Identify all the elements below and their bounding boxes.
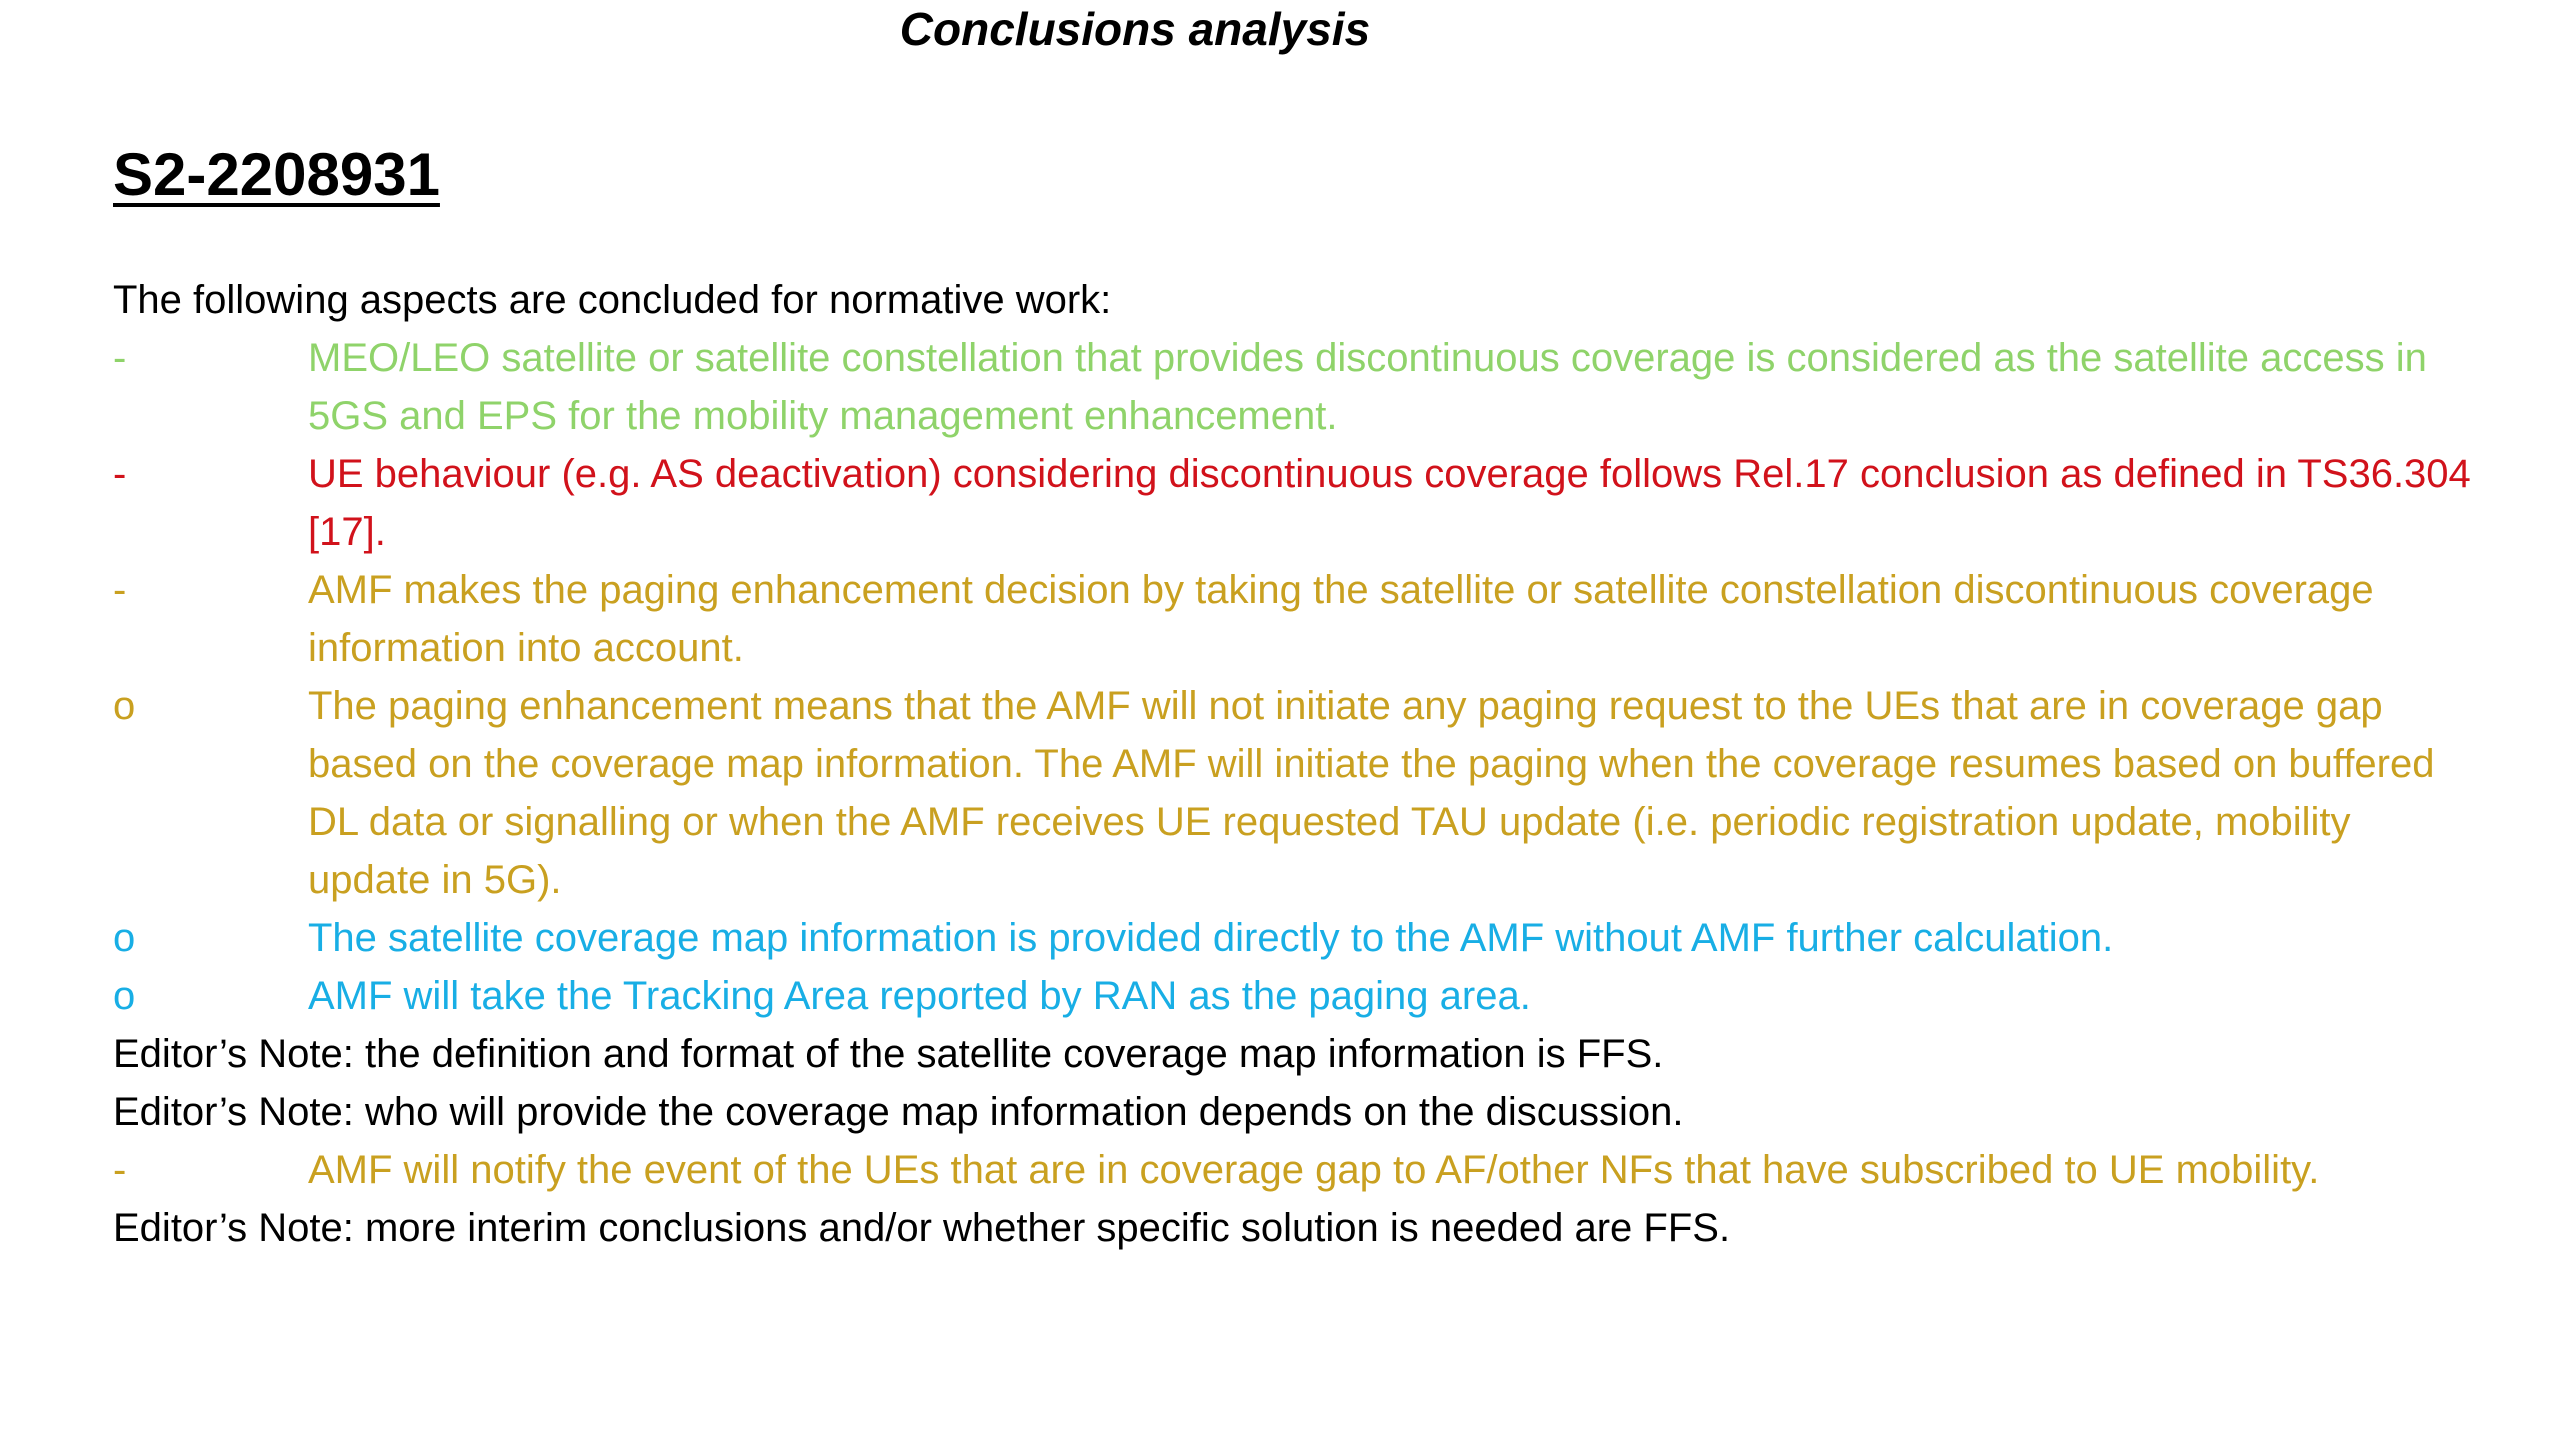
conclusion-text: The paging enhancement means that the AMF will not initiate any paging request to the UEs that are in coverage gap based on the coverage map information. The AMF will initiate the paging when the coverage resumes based on buffered DL data or signalling or when the AMF receives UE requested TAU update (i.e. periodic registration update, mobility update in 5G). <box>308 684 2435 902</box>
slide-title: Conclusions analysis <box>899 3 1371 55</box>
conclusion-subitem <box>113 967 2473 1025</box>
conclusions-body <box>113 271 2473 1257</box>
bullet-marker: o <box>113 916 136 960</box>
conclusion-subitem <box>113 677 2473 909</box>
conclusion-text: AMF will take the Tracking Area reported by RAN as the paging area. <box>308 974 1531 1018</box>
conclusion-text: UE behaviour (e.g. AS deactivation) considering discontinuous coverage follows Rel.17 conclusion as defined in TS36.304 [17]. <box>308 452 2471 554</box>
editors-note: Editor’s Note: who will provide the coverage map information depends on the discussion. <box>113 1090 1684 1134</box>
conclusion-item <box>113 1141 2473 1199</box>
conclusion-item <box>113 561 2473 677</box>
bullet-marker: - <box>113 336 127 380</box>
editors-note: Editor’s Note: the definition and format of the satellite coverage map information is FFS. <box>113 1032 1664 1076</box>
conclusion-text: AMF makes the paging enhancement decision by taking the satellite or satellite constellation discontinuous coverage information into account. <box>308 568 2374 670</box>
intro-text: The following aspects are concluded for normative work: <box>113 278 1112 322</box>
editors-note: Editor’s Note: more interim conclusions and/or whether specific solution is needed are FFS. <box>113 1206 1731 1250</box>
document-id-heading: S2-2208931 <box>113 141 440 208</box>
bullet-marker: - <box>113 1148 127 1192</box>
conclusion-item <box>113 445 2473 561</box>
bullet-marker: - <box>113 452 127 496</box>
conclusion-text: MEO/LEO satellite or satellite constellation that provides discontinuous coverage is considered as the satellite access in 5GS and EPS for the mobility management enhancement. <box>308 336 2427 438</box>
conclusion-text: The satellite coverage map information is provided directly to the AMF without AMF further calculation. <box>308 916 2114 960</box>
conclusion-text: AMF will notify the event of the UEs that are in coverage gap to AF/other NFs that have subscribed to UE mobility. <box>308 1148 2320 1192</box>
conclusion-item <box>113 329 2473 445</box>
bullet-marker: - <box>113 568 127 612</box>
conclusion-subitem <box>113 909 2473 967</box>
bullet-marker: o <box>113 684 136 728</box>
bullet-marker: o <box>113 974 136 1018</box>
